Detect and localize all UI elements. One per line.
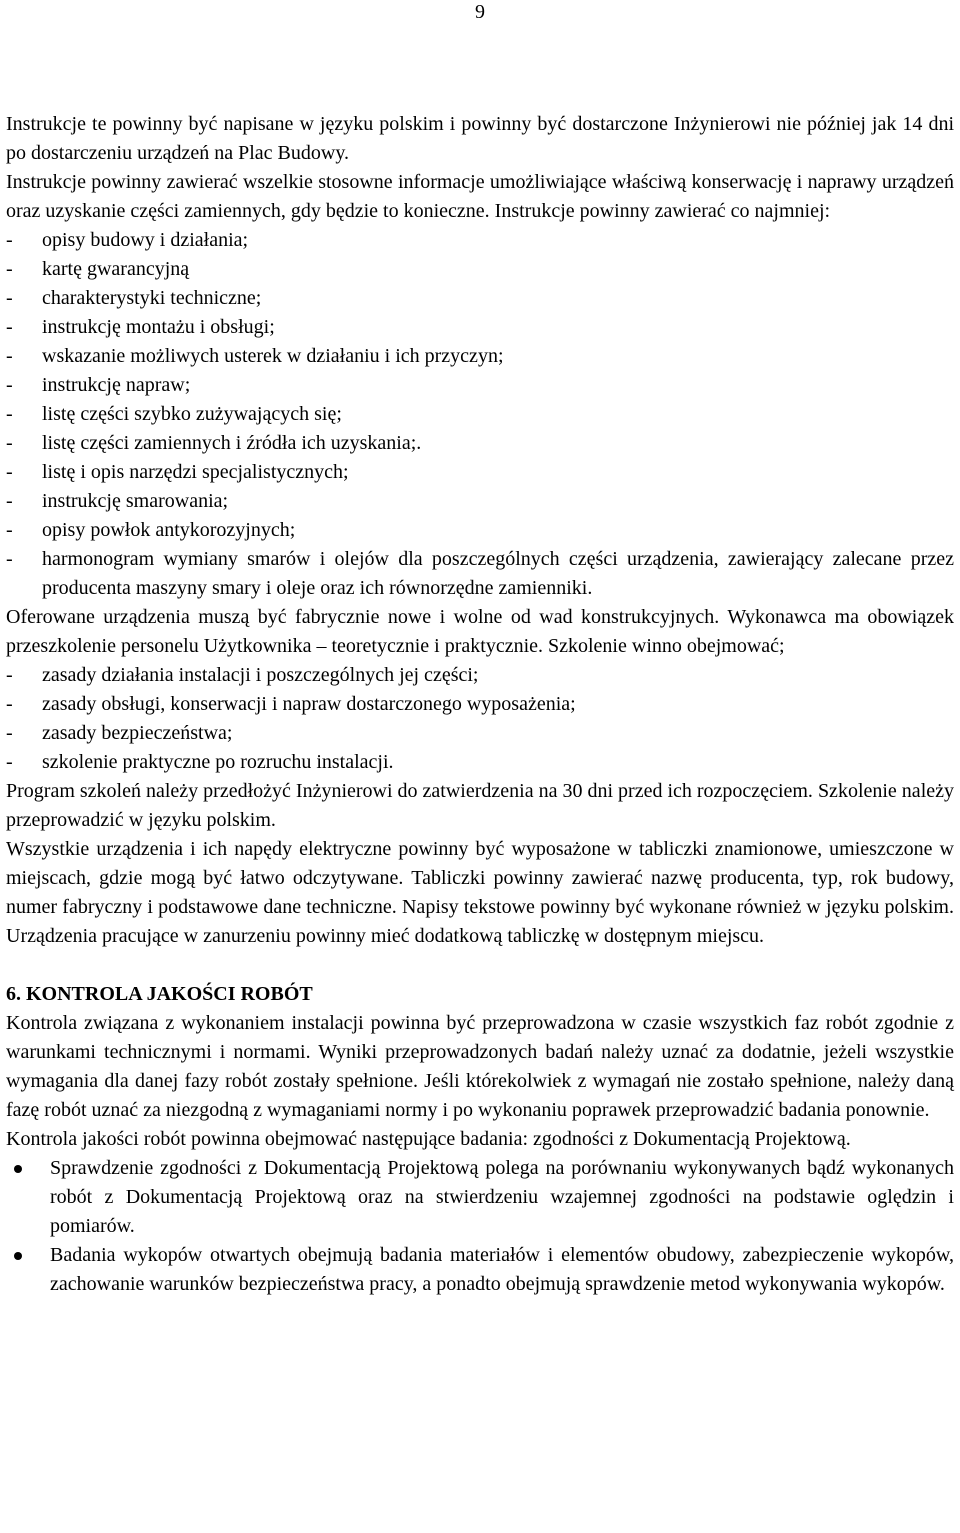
list-item: - wskazanie możliwych usterek w działaniu i ich przyczyn; <box>6 342 954 371</box>
list-item: - szkolenie praktyczne po rozruchu instalacji. <box>6 748 954 777</box>
list-item: - kartę gwarancyjną <box>6 255 954 284</box>
list-item: - harmonogram wymiany smarów i olejów dla poszczególnych części urządzenia, zawierający zalecane przez producenta maszyny smary i oleje oraz ich równorzędne zamienniki. <box>6 545 954 603</box>
list-item: - opisy powłok antykorozyjnych; <box>6 516 954 545</box>
list-item: - listę części szybko zużywających się; <box>6 400 954 429</box>
list-item: - zasady działania instalacji i poszczególnych jej części; <box>6 661 954 690</box>
nameplate-paragraph: Wszystkie urządzenia i ich napędy elektryczne powinny być wyposażone w tabliczki znamionowe, umieszczone w miejscach, gdzie mogą być łatwo odczytywane. Tabliczki powinny zawierać nazwę producenta, typ, rok budowy, numer fabryczny i podstawowe dane techniczne. Napisy tekstowe powinny być wykonane również w języku polskim. Urządzenia pracujące w zanurzeniu powinny mieć dodatkową tabliczkę w dostępnym miejscu. <box>6 838 954 947</box>
quality-control-paragraph-1: Kontrola związana z wykonaniem instalacji powinna być przeprowadzona w czasie wszystkich faz robót zgodnie z warunkami technicznymi i normami. Wyniki przeprowadzonych badań należy uznać za dodatnie, jeżeli wszystkie wymagania dla danej fazy robót zostały spełnione. Jeśli którekolwiek z wymagań nie zostało spełnione, należy daną fazę robót uznać za niezgodną z wymaganiami normy i po wykonaniu poprawek przeprowadzić badania ponownie. <box>6 1012 954 1121</box>
list-item: - instrukcję napraw; <box>6 371 954 400</box>
training-paragraph-1: Oferowane urządzenia muszą być fabrycznie nowe i wolne od wad konstrukcyjnych. Wykonawca ma obowiązek przeszkolenie personelu Użytkownika – teoretycznie i praktycznie. Szkolenie winno obejmować; <box>6 606 954 657</box>
bullet-item: Badania wykopów otwartych obejmują badania materiałów i elementów obudowy, zabezpieczenie wykopów, zachowanie warunków bezpieczeństwa pracy, a ponadto obejmują sprawdzenie metod wykonywania wykopów. <box>6 1241 954 1299</box>
training-paragraph-2: Program szkoleń należy przedłożyć Inżynierowi do zatwierdzenia na 30 dni przed ich rozpoczęciem. Szkolenie należy przeprowadzić w języku polskim. <box>6 780 954 831</box>
document-body <box>6 110 954 1299</box>
list-item: - zasady bezpieczeństwa; <box>6 719 954 748</box>
list-item: - listę i opis narzędzi specjalistycznych; <box>6 458 954 487</box>
bullet-item: Sprawdzenie zgodności z Dokumentacją Projektową polega na porównaniu wykonywanych bądź wykonanych robót z Dokumentacją Projektową oraz na stwierdzeniu wzajemnej zgodności na podstawie oględzin i pomiarów. <box>6 1154 954 1241</box>
instruction-requirements-list <box>6 226 954 603</box>
list-item: - instrukcję smarowania; <box>6 487 954 516</box>
section-heading: 6. KONTROLA JAKOŚCI ROBÓT <box>6 983 313 1005</box>
list-item: - charakterystyki techniczne; <box>6 284 954 313</box>
intro-paragraph-2: Instrukcje powinny zawierać wszelkie stosowne informacje umożliwiające właściwą konserwację i naprawy urządzeń oraz uzyskanie części zamiennych, gdy będzie to konieczne. Instrukcje powinny zawierać co najmniej: <box>6 171 954 222</box>
quality-control-paragraph-2: Kontrola jakości robót powinna obejmować następujące badania: zgodności z Dokumentacją Projektową. <box>6 1128 851 1150</box>
list-item: - instrukcję montażu i obsługi; <box>6 313 954 342</box>
training-scope-list <box>6 661 954 777</box>
list-item: - listę części zamiennych i źródła ich uzyskania;. <box>6 429 954 458</box>
intro-paragraph-1: Instrukcje te powinny być napisane w języku polskim i powinny być dostarczone Inżynierowi nie później jak 14 dni po dostarczeniu urządzeń na Plac Budowy. <box>6 113 954 164</box>
list-item: - zasady obsługi, konserwacji i napraw dostarczonego wyposażenia; <box>6 690 954 719</box>
page-number: 9 <box>475 1 485 23</box>
quality-control-bullets <box>6 1154 954 1299</box>
list-item: - opisy budowy i działania; <box>6 226 954 255</box>
